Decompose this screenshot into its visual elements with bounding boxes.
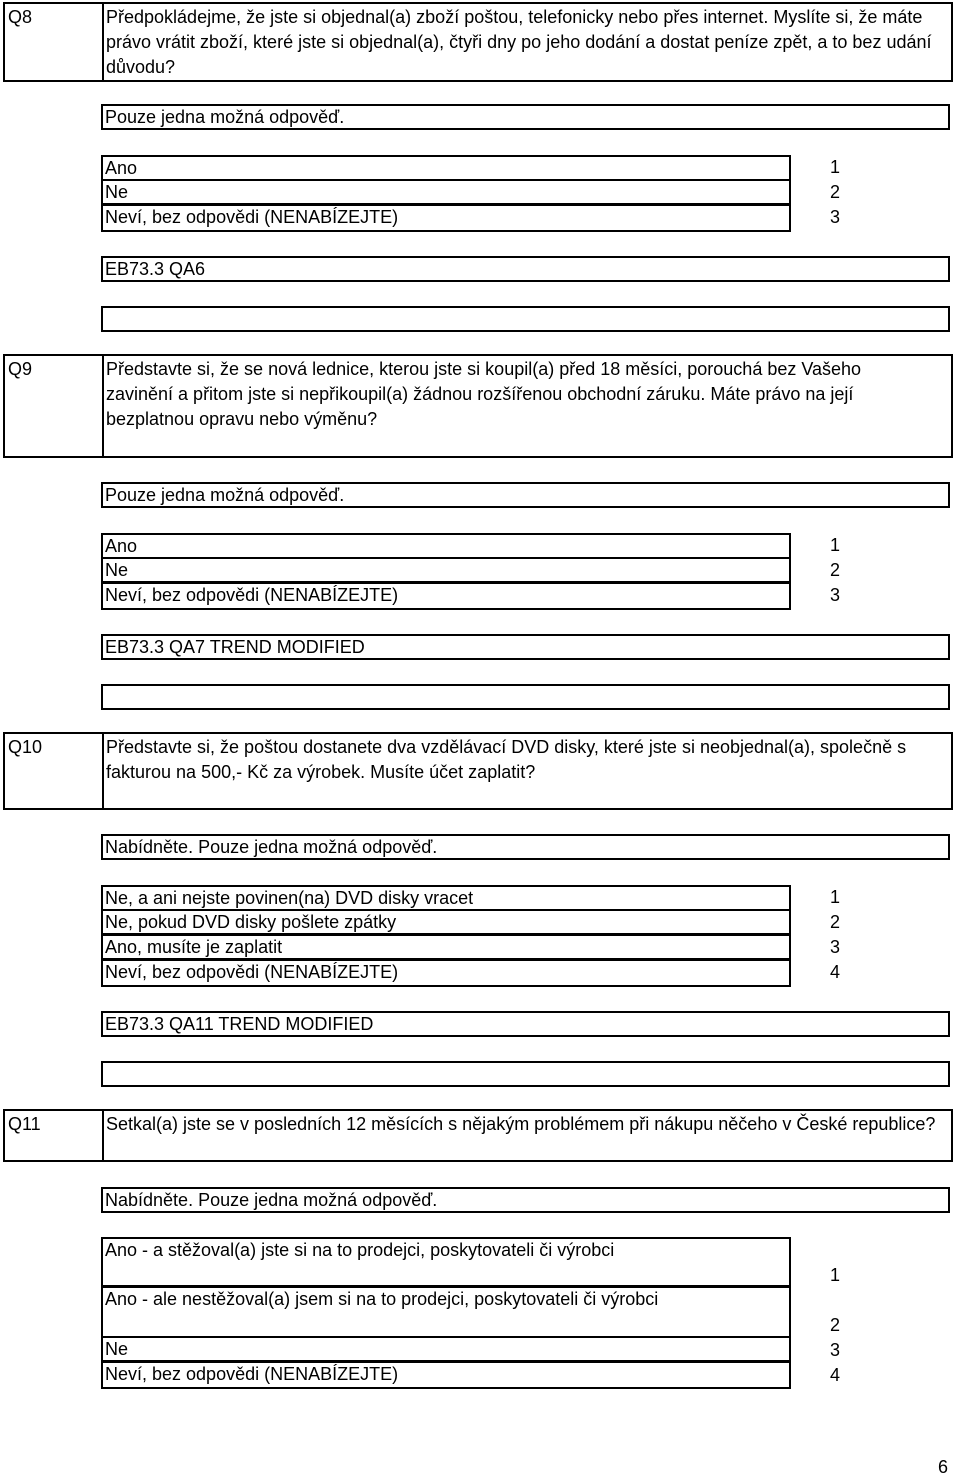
- question-text: Představte si, že poštou dostanete dva vzdělávací DVD disky, které jste si neobjednal(a), společně s fakturou na 500,- Kč za výrobek. Musíte účet zaplatit?: [106, 737, 907, 782]
- column-divider: [102, 354, 104, 458]
- answer-option[interactable]: Ano - ale nestěžoval(a) jsem si na to prodejci, poskytovateli či výrobci: [101, 1286, 791, 1338]
- answer-option[interactable]: Ne: [101, 179, 791, 205]
- answer-code: 1: [829, 535, 840, 555]
- source-code: EB73.3 QA11 TREND MODIFIED: [101, 1011, 950, 1037]
- source-code: EB73.3 QA6: [101, 256, 950, 282]
- column-divider: [102, 732, 104, 810]
- instruction-label: Nabídněte. Pouze jedna možná odpověď.: [101, 1187, 950, 1213]
- instruction-label: Nabídněte. Pouze jedna možná odpověď.: [101, 834, 950, 860]
- answer-option[interactable]: Neví, bez odpovědi (NENABÍZEJTE): [101, 582, 791, 610]
- answer-option[interactable]: Ne: [101, 1336, 791, 1362]
- answer-code: 3: [829, 1340, 840, 1360]
- question-id: Q8: [8, 7, 33, 27]
- answer-option[interactable]: Neví, bez odpovědi (NENABÍZEJTE): [101, 1361, 791, 1389]
- question-id: Q10: [8, 737, 43, 757]
- answer-code: 1: [829, 887, 840, 907]
- question-text: Představte si, že se nová lednice, kterou jste si koupil(a) před 18 měsíci, porouchá bez Vašeho zavinění a přitom jste si nepřikoupil(a) žádnou rozšířenou obchodní záruku. Máte právo na její bezplatnou opravu nebo výměnu?: [106, 359, 862, 429]
- question-text: Předpokládejme, že jste si objednal(a) zboží poštou, telefonicky nebo přes internet. Myslíte si, že máte právo vrátit zboží, které jste si objednal(a), čtyři dny po jeho dodání a dostat peníze zpět, a to bez udání důvodu?: [106, 7, 932, 77]
- answer-option[interactable]: Ne: [101, 557, 791, 583]
- column-divider: [102, 2, 104, 82]
- question-id: Q9: [8, 359, 33, 379]
- blank-field: [101, 684, 950, 710]
- answer-code: 4: [829, 962, 840, 982]
- answer-option[interactable]: Neví, bez odpovědi (NENABÍZEJTE): [101, 959, 791, 987]
- answer-code: 3: [829, 585, 840, 605]
- answer-code: 2: [829, 912, 840, 932]
- question-text: Setkal(a) jste se v posledních 12 měsících s nějakým problémem při nákupu něčeho v České republice?: [106, 1114, 936, 1134]
- answer-option[interactable]: Ne, pokud DVD disky pošlete zpátky: [101, 909, 791, 935]
- answer-code: 3: [829, 937, 840, 957]
- source-code: EB73.3 QA7 TREND MODIFIED: [101, 634, 950, 660]
- answer-code: 2: [829, 560, 840, 580]
- instruction-label: Pouze jedna možná odpověď.: [101, 104, 950, 130]
- instruction-label: Pouze jedna možná odpověď.: [101, 482, 950, 508]
- answer-option[interactable]: Neví, bez odpovědi (NENABÍZEJTE): [101, 204, 791, 232]
- answer-option[interactable]: Ano: [101, 533, 791, 559]
- question-id: Q11: [8, 1114, 41, 1134]
- answer-code: 2: [829, 182, 840, 202]
- answer-option[interactable]: Ano: [101, 155, 791, 181]
- answer-code: 4: [829, 1365, 840, 1385]
- answer-option[interactable]: Ne, a ani nejste povinen(na) DVD disky vracet: [101, 885, 791, 911]
- blank-field: [101, 306, 950, 332]
- page-number: 6: [938, 1457, 949, 1477]
- answer-option[interactable]: Ano, musíte je zaplatit: [101, 934, 791, 960]
- answer-code: 2: [829, 1315, 840, 1335]
- answer-code: 1: [829, 157, 840, 177]
- blank-field: [101, 1061, 950, 1087]
- answer-code: 3: [829, 207, 840, 227]
- column-divider: [102, 1109, 104, 1162]
- answer-option[interactable]: Ano - a stěžoval(a) jste si na to prodejci, poskytovateli či výrobci: [101, 1237, 791, 1287]
- answer-code: 1: [829, 1265, 840, 1285]
